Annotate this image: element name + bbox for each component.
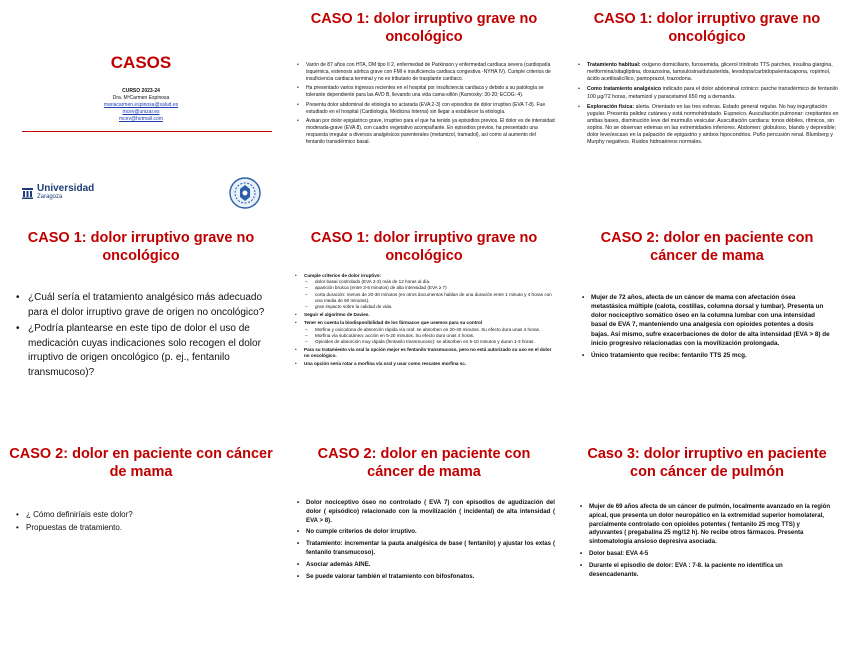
slide-title: CASO 1: dolor irruptivo grave no oncológico	[310, 11, 538, 46]
list-item: • Cumple criterios de dolor irruptivo:	[295, 273, 553, 279]
slide-title: CASO 1: dolor irruptivo grave no oncológico	[593, 11, 821, 46]
slide-title: CASO 2: dolor en paciente con cáncer de mama	[9, 446, 273, 481]
sub-list-item: – dolor basal controlado (EVA 2-3) más de 12 horas al día.	[295, 279, 553, 285]
list-item: • ¿ Cómo definiríais este dolor?	[16, 509, 266, 522]
slide-1-cover	[0, 0, 282, 218]
slide-3	[566, 0, 848, 218]
cover-course: CURSO 2023-24	[122, 88, 160, 94]
list-item: • Presenta dolor abdominal de etiología no aclarada (EVA 2-3) con episodios de dolor irruptivo (EVA 7-8). Fue estudiado en el hospital (Cardiología, Medicina Interna) sin llegar a establecer la etiología.	[297, 102, 555, 116]
university-logo-subtext: Zaragoza	[37, 194, 63, 200]
list-item: • ¿Cuál sería el tratamiento analgésico más adecuado para el dolor irruptivo grave de origen no oncológico?	[16, 291, 272, 320]
item-lead: Exploración física:	[587, 103, 635, 110]
list-item: • Durante el episodio de dolor: EVA : 7-8. la paciente no identifica un desencadenante.	[580, 562, 832, 580]
slide-8	[283, 437, 565, 655]
slide-5	[283, 219, 565, 437]
list-item: • Tener en cuenta la biodisponibilidad de los fármacos que usemos para su control	[295, 320, 553, 326]
slide-title: CASO 1: dolor irruptivo grave no oncológico	[27, 230, 255, 265]
sub-list-item: – Morfina y oxicodona de absorción rápida vía oral: se absorben en 20-40 minutos. Su efecto dura unas 4 horas.	[295, 327, 553, 333]
slide-title: CASO 2: dolor en paciente con cáncer de mama	[317, 446, 531, 481]
list-item: • No cumple criterios de dolor irruptivo.	[297, 528, 555, 537]
sub-list-item: – corta duración: menos de 20-30 minutos (en otros documentos hablan de una duración entre 1 minuto y 4 horas con una media de 60 minutos).	[295, 292, 553, 304]
bullet-list	[16, 509, 266, 535]
bullet-list	[16, 291, 272, 380]
bullet-list	[297, 62, 555, 145]
cover-title: CASOS	[110, 53, 172, 72]
list-item: • Único tratamiento que recibe: fentanilo TTS 25 mcg.	[582, 351, 832, 360]
university-logo	[22, 183, 112, 205]
slide-4	[0, 219, 282, 437]
list-item: • Dolor nociceptivo óseo no controlado ( EVA 7) con episodios de agudización del dolor ( episódico) relacionado con la movilización ( incidental) de alta intensidad ( EVA > 8).	[297, 499, 555, 525]
university-logo-icon	[22, 186, 33, 197]
slide-2	[283, 0, 565, 218]
cover-email-3[interactable]: mcev@hotmail.com	[119, 116, 163, 122]
item-lead: Como tratamiento analgésico	[587, 86, 662, 93]
slide-7	[0, 437, 282, 655]
list-item: • ¿Podría plantearse en este tipo de dolor el uso de medicación cuyas indicaciones solo recogen el dolor irruptivo de origen oncológico (p. ej., fentanilo transmucoso)?	[16, 322, 272, 380]
sub-list-item: – Morfina vía subcutánea: acción en 5-20 minutos. Su efecto dura unas 4 horas.	[295, 333, 553, 339]
list-item: • Tratamiento: incrementar la pauta analgésica de base ( fentanilo) y ajustar los extas ( fentanilo transmucoso).	[297, 540, 555, 558]
list-item: • Avisan por dolor epigástrico grave, irruptivo para el que ha tenido ya episodios previos. El dolor es de intensidad moderada-grave (EVA 8), con cuadro vegetativo acompañante. En episodios previos, ha presentado una respuesta irregular a diversos analgésicos parenterales (metamizol, tramadol), así como al aumento del fentanilo transdérmico basal.	[297, 118, 555, 145]
list-item: • Dolor basal: EVA 4-5	[580, 550, 832, 559]
list-item: • Una opción sería rotar a morfina vía oral y usar como rescates morfina sc.	[295, 361, 553, 367]
bullet-list	[580, 503, 832, 580]
item-text: indicado para el dolor abdominal crónico: parche transdérmico de fentanilo 100 μg/72 horas, metamizol y paracetamol 650 mg a demanda.	[587, 86, 838, 100]
slide-title: Caso 3: dolor irruptivo en paciente con cáncer de pulmón	[587, 446, 827, 481]
list-item: • Asociar además AINE.	[297, 561, 555, 570]
list-item	[578, 104, 840, 147]
bullet-list	[295, 271, 553, 368]
bullet-list	[297, 499, 555, 582]
slide-title: CASO 1: dolor irruptivo grave no oncológico	[310, 230, 538, 265]
cover-email-1[interactable]: mariacarmen.espinosa@salud.es	[103, 102, 179, 108]
university-logo-text: Universidad	[37, 183, 95, 194]
slide-title: CASO 2: dolor en paciente con cáncer de mama	[600, 230, 814, 265]
cover-author: Dra. MªCarmen Espinosa	[112, 95, 170, 101]
list-item: • Ha presentado varios ingresos recientes en el hospital por insuficiencia cardiaca y debido a su patología se tolerante dependiente para las AVD B, llevando una vida cama-sillón (Karnosky: 30-20; ECOG: 4).	[297, 85, 555, 99]
cover-divider	[22, 131, 272, 132]
crest-icon	[228, 176, 262, 210]
cover-email-2[interactable]: mcev@unizar.es	[122, 109, 160, 115]
item-text: oxígeno domiciliario, furosemida, glicerol trinitrato TTS parches, insulina glargina, metformina/sitagliptina, doxazosina, tamsulosina/dutasterida, levodopa/carbidopa/entacapona, ropirinol, ácido acetilsalicílico, pantoprazol, trazodona.	[587, 62, 833, 83]
item-lead: Tratamiento habitual:	[587, 62, 641, 68]
sub-list-item: – Opioides de absorción muy rápida (fentanilo transmucoso): se absorben en 5-10 minutos y duran 1-3 horas.	[295, 339, 553, 345]
slide-9	[566, 437, 848, 655]
list-item: • Mujer de 72 años, afecta de un cáncer de mama con afectación ósea metastásica múltiple (calota, costillas, columna dorsal y lumbar). Presenta un dolor nociceptivo somático óseo en la columna lumbar con una intensidad basal de EVA 7, manteniendo una analgesia con opioides potentes a dosis bajas. Así mismo, sufre exacerbaciones de dolor de alta intensidad (EVA > 8) de inicio progresivo relacionadas con la movilización prolongada.	[582, 293, 832, 348]
slide-6	[566, 219, 848, 437]
list-item	[578, 62, 840, 83]
list-item: • Propuestas de tratamiento.	[16, 522, 266, 535]
list-item: • Seguir el algoritmo de Davies.	[295, 312, 553, 318]
sub-list-item: – aparición brusca (entre 3-5 minutos) de alta intensidad (EVA ≥ 7)	[295, 285, 553, 291]
list-item	[578, 86, 840, 100]
list-item: • Varón de 87 años con HTA, DM tipo II 2, enfermedad de Parkinson y enfermedad cardiaca severa (cardiopatía isquémica, estenosis aórtica grave con FMI e insuficiencia cardiaca congestiva -NYHA IV). Cumple criterios de insuficiencia cardiaca terminal y no es tributario de trasplante cardiaco.	[297, 62, 555, 82]
bullet-list	[582, 293, 832, 360]
list-item: • Para su tratamiento vía oral la opción mejor es fentanilo transmucoso, pero no está autorizado su uso en el dolor no oncológico.	[295, 347, 553, 359]
list-item: • Mujer de 69 años afecta de un cáncer de pulmón, localmente avanzado en la región apical, que presenta un dolor neuropático en la extremidad superior homolateral, parcialmente controlado con opioides potentes ( fentanilo 25 mcg TTS) y adyuvantes ( pregabalina 25 mg/12 h). No recibe otros fármacos. Presenta sintomatología ansioso depresiva asociada.	[580, 503, 832, 547]
sub-list-item: – gran impacto sobre la calidad de vida.	[295, 304, 553, 310]
bullet-list	[578, 62, 840, 147]
item-text: alerta. Orientado en las tres esferas. Estado general regular. No hay ingurgitación yugular. Presenta palidez cutánea y está normohidratado. Eupneico. Auscultación pulmonar: crepitantes en ambas bases, disminución leve del murmullo vesicular. Auscultación cardiaca: tonos débiles, rítmicos, sin soplos. No se observan edemas en las extremidades inferiores. Abdomen: globuloso, blando y depresible; dolor leve/escaso en la palpación de epigastrio y ambos hipocondrios. Puño percusión renal. Blumberg y Murphy negativos. Ruidos hidroaéreos normales.	[587, 103, 839, 146]
list-item: • Se puede valorar también el tratamiento con bifosfonatos.	[297, 573, 555, 582]
